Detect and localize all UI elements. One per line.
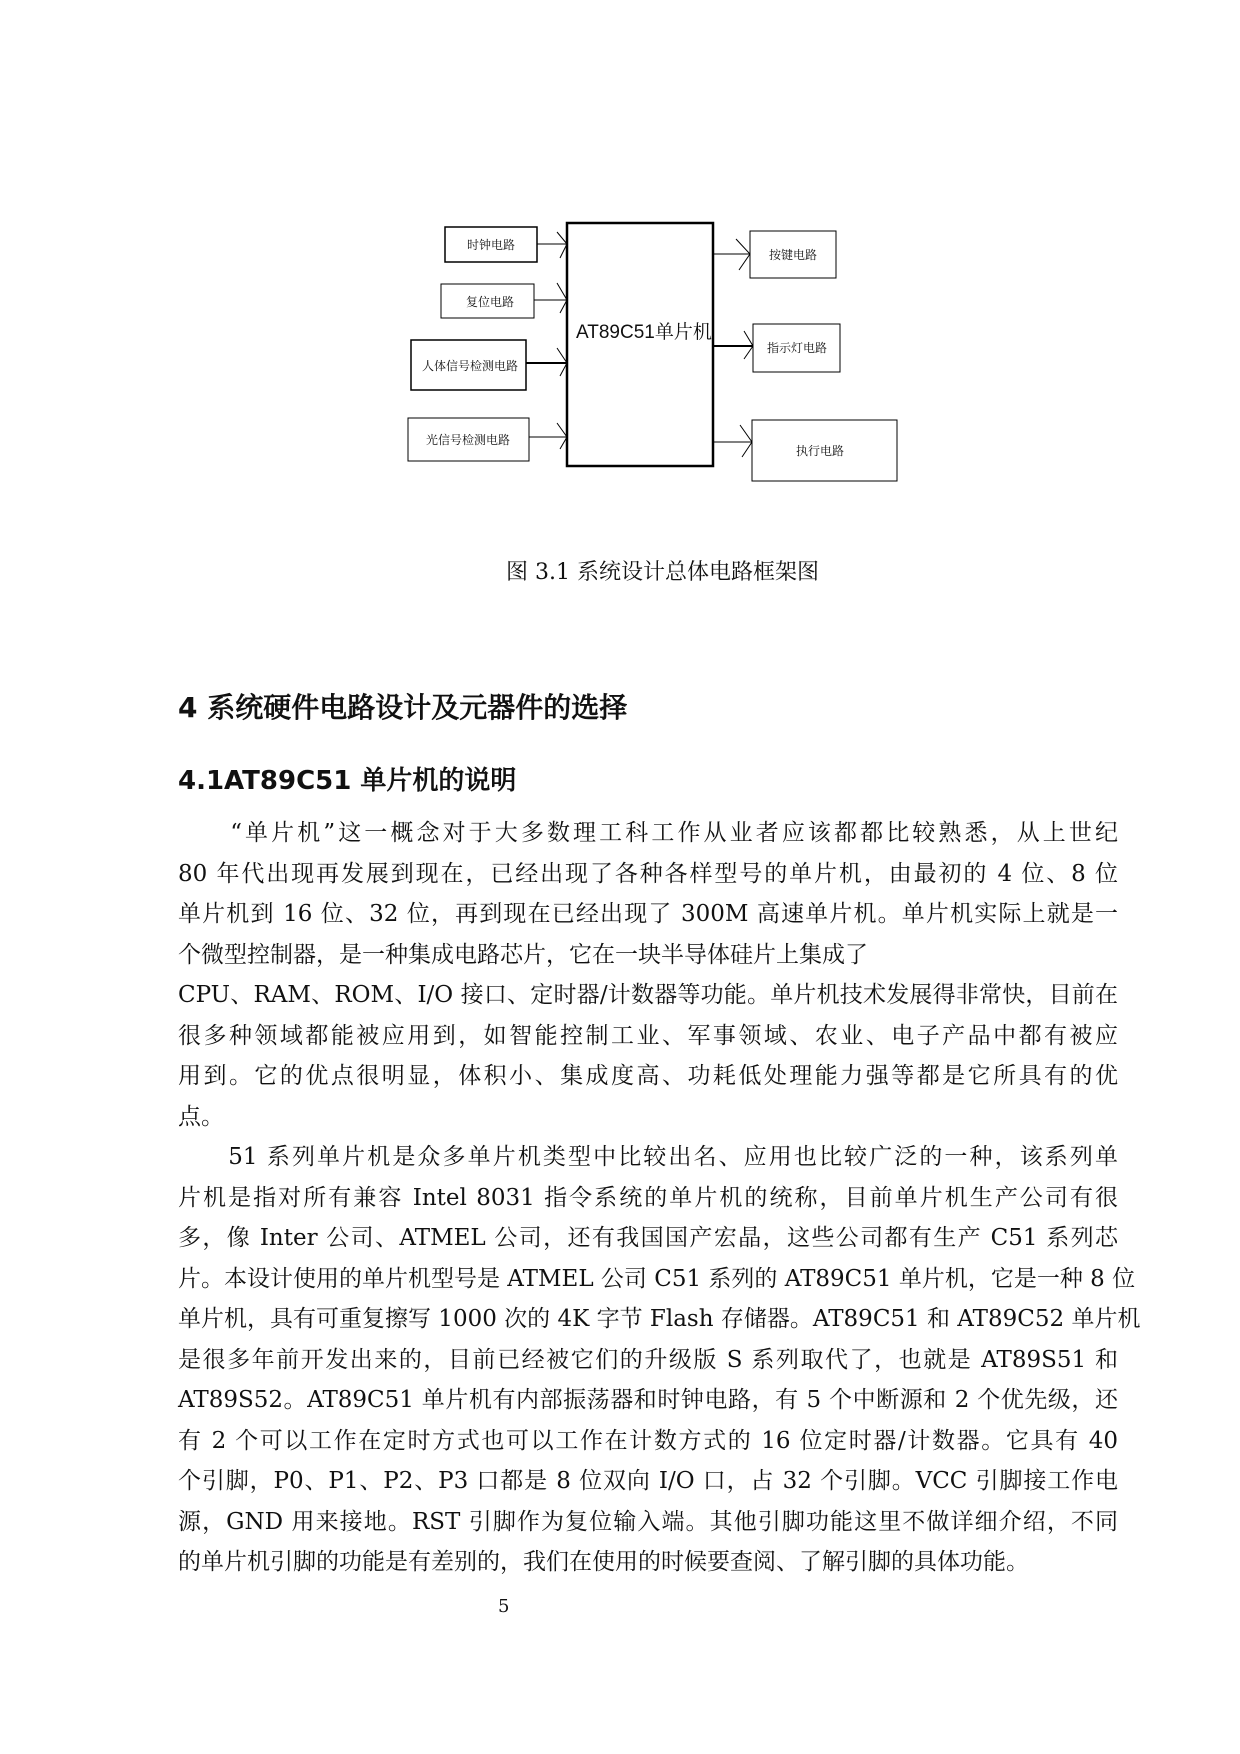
text-line: 很多种领域都能被应用到，如智能控制工业、军事领域、农业、电子产品中都有被应 bbox=[178, 1022, 1118, 1049]
section-heading: 4 系统硬件电路设计及元器件的选择 bbox=[178, 691, 628, 724]
text-line: 片。本设计使用的单片机型号是 ATMEL 公司 C51 系列的 AT89C51 单片机，它是一种 8 位 bbox=[178, 1265, 1136, 1292]
input-label: 复位电路 bbox=[466, 295, 515, 309]
text-line: 是很多年前开发出来的，目前已经被它们的升级版 S 系列取代了，也就是 AT89S51 和 bbox=[178, 1346, 1118, 1373]
text-line: 多，像 Inter 公司、ATMEL 公司，还有我国国产宏晶，这些公司都有生产 C51 系列芯 bbox=[178, 1225, 1118, 1251]
output-label: 指示灯电路 bbox=[767, 341, 828, 355]
text-line: AT89S52。AT89C51 单片机有内部振荡器和时钟电路，有 5 个中断源和 2 个优先级，还 bbox=[178, 1387, 1118, 1413]
subsection-heading: 4.1AT89C51 单片机的说明 bbox=[178, 766, 517, 796]
text-line: 单片机到 16 位、32 位，再到现在已经出现了 300M 高速单片机。单片机实际上就是一 bbox=[178, 901, 1118, 927]
text-line: 点。 bbox=[178, 1103, 224, 1130]
text-line: 有 2 个可以工作在定时方式也可以工作在计数方式的 16 位定时器/计数器。它具有 40 bbox=[178, 1427, 1118, 1454]
text-line: CPU、RAM、ROM、I/O 接口、定时器/计数器等功能。单片机技术发展得非常快，目前在 bbox=[178, 982, 1118, 1008]
figure-caption: 图 3.1 系统设计总体电路框架图 bbox=[506, 560, 819, 585]
main-mcu-box bbox=[567, 223, 713, 466]
text-line: 单片机，具有可重复擦写 1000 次的 4K 字节 Flash 存储器。AT89C51 和 AT89C52 单片机 bbox=[178, 1306, 1141, 1332]
text-line: “单片机”这一概念对于大多数理工科工作从业者应该都都比较熟悉，从上世纪 bbox=[178, 820, 1118, 846]
text-line: 80 年代出现再发展到现在，已经出现了各种各样型号的单片机，由最初的 4 位、8 位 bbox=[178, 860, 1118, 887]
main-mcu-label: AT89C51单片机 bbox=[576, 322, 712, 343]
input-label: 人体信号检测电路 bbox=[422, 359, 519, 373]
text-line: 片机是指对所有兼容 Intel 8031 指令系统的单片机的统称，目前单片机生产公司有很 bbox=[178, 1184, 1118, 1211]
text-line: 个引脚，P0、P1、P2、P3 口都是 8 位双向 I/O 口，占 32 个引脚。VCC 引脚接工作电 bbox=[178, 1468, 1118, 1494]
text-line: 源，GND 用来接地。RST 引脚作为复位输入端。其他引脚功能这里不做详细介绍，不同 bbox=[178, 1508, 1118, 1535]
input-label: 光信号检测电路 bbox=[426, 433, 511, 447]
output-label: 按键电路 bbox=[769, 248, 818, 262]
body-text bbox=[178, 813, 1141, 1583]
text-line: 的单片机引脚的功能是有差别的，我们在使用的时候要查阅、了解引脚的具体功能。 bbox=[178, 1549, 1029, 1575]
text-line: 个微型控制器，是一种集成电路芯片，它在一块半导体硅片上集成了 bbox=[178, 941, 868, 968]
output-label: 执行电路 bbox=[796, 444, 845, 458]
text-line: 51 系列单片机是众多单片机类型中比较出名、应用也比较广泛的一种，该系列单 bbox=[178, 1144, 1118, 1170]
arrow-icon bbox=[526, 232, 753, 457]
page-number: 5 bbox=[498, 1596, 510, 1617]
system-block-diagram bbox=[0, 0, 1240, 520]
text-line: 用到。它的优点很明显，体积小、集成度高、功耗低处理能力强等都是它所具有的优 bbox=[178, 1063, 1118, 1089]
input-label: 时钟电路 bbox=[467, 238, 516, 252]
